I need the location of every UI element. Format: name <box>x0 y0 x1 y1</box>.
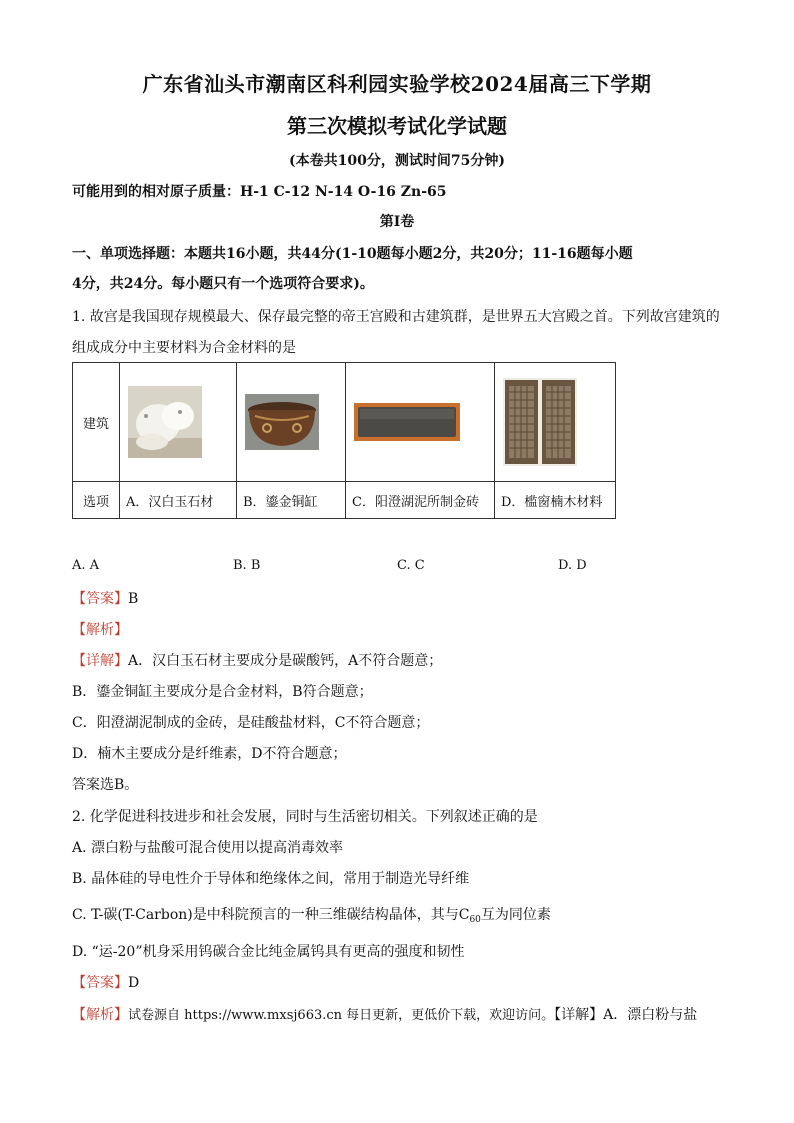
q1-stem-line2: 组成成分中主要材料为合金材料的是 <box>72 340 296 356</box>
image-cell-c <box>346 363 495 482</box>
option-b-label: B．鎏金铜缸 <box>237 482 346 519</box>
image-cell-b <box>237 363 346 482</box>
q1-choice-a: A. A <box>72 558 100 573</box>
q1-detail-line4: D．楠木主要成分是纤维素，D不符合题意； <box>72 746 347 762</box>
q2-option-b: B. 晶体硅的导电性介于导体和绝缘体之间，常用于制造光导纤维 <box>72 871 470 887</box>
q2-stem: 2. 化学促进科技进步和社会发展，同时与生活密切相关。下列叙述正确的是 <box>72 809 538 825</box>
answer-tag: 【答案】 <box>72 591 128 607</box>
q1-stem-line1: 1. 故宫是我国现存规模最大、保存最完整的帝王宫殿和古建筑群，是世界五大宫殿之首。下列故宫建筑的 <box>72 309 720 325</box>
section-instructions-line1: 一、单项选择题：本题共16小题，共44分(1-10题每小题2分，共20分；11-16题每小题 <box>72 246 633 262</box>
table-row-head-option: 选项 <box>73 482 120 519</box>
q1-choice-d: D. D <box>558 558 587 573</box>
q1-options-table <box>72 362 616 519</box>
q1-answer <box>72 589 722 609</box>
image-cell-a <box>120 363 237 482</box>
q1-detail-line5: 答案选B。 <box>72 777 139 793</box>
q2-option-d: D. “运-20”机身采用钨碳合金比纯金属钨具有更高的强度和韧性 <box>72 944 465 960</box>
subscript-60: 60 <box>469 915 481 925</box>
q2-detail-start: 【详解】A．漂白粉与盐 <box>554 1007 698 1023</box>
image-cell-d <box>495 363 616 482</box>
q1-choice-c: C. C <box>397 558 425 573</box>
exam-info: (本卷共100分，测试时间75分钟) <box>289 153 505 169</box>
option-c-label: C．阳澄湖泥所制金砖 <box>346 482 495 519</box>
gilded-copper-vat-image <box>245 394 319 450</box>
section-instructions-line2: 4分，共24分。每小题只有一个选项符合要求)。 <box>72 276 374 292</box>
q1-analysis-tag: 【解析】 <box>72 622 128 638</box>
answer-value: B <box>128 591 139 607</box>
q1-detail-line3: C．阳澄湖泥制成的金砖，是硅酸盐材料，C不符合题意； <box>72 715 430 731</box>
option-a-label: A．汉白玉石材 <box>120 482 237 519</box>
q2-option-a: A. 漂白粉与盐酸可混合使用以提高消毒效率 <box>72 840 344 856</box>
q2-answer: 【答案】D <box>72 975 140 991</box>
source-note: 试卷源自 https://www.mxsj663.cn 每日更新，更低价下载，欢迎访问。 <box>128 1008 555 1023</box>
atomic-masses: 可能用到的相对原子质量：H-1 C-12 N-14 O-16 Zn-65 <box>72 184 447 200</box>
table-row-head-building: 建筑 <box>73 363 120 482</box>
jade-lion-image <box>128 386 202 458</box>
option-d-label: D．槛窗楠木材料 <box>495 482 616 519</box>
document-subtitle: 第三次模拟考试化学试题 <box>287 114 507 138</box>
q1-choice-b: B. B <box>233 558 261 573</box>
volume-label: 第Ⅰ卷 <box>379 214 415 230</box>
nanmu-window-image <box>503 378 577 466</box>
document-title: 广东省汕头市潮南区科利园实验学校2024届高三下学期 <box>142 72 652 96</box>
analysis-tag: 【解析】 <box>72 1007 128 1023</box>
q1-detail-line1: 【详解】A．汉白玉石材主要成分是碳酸钙，A不符合题意； <box>72 653 443 669</box>
detail-tag: 【详解】 <box>72 653 128 669</box>
q1-detail-line2: B．鎏金铜缸主要成分是合金材料，B符合题意； <box>72 684 373 700</box>
q2-option-c: C. T-碳(T-Carbon)是中科院预言的一种三维碳结构晶体，其与$C_{60}$互为同位素 <box>72 907 551 925</box>
gold-brick-image <box>354 403 460 441</box>
q2-analysis-line <box>72 1005 722 1026</box>
